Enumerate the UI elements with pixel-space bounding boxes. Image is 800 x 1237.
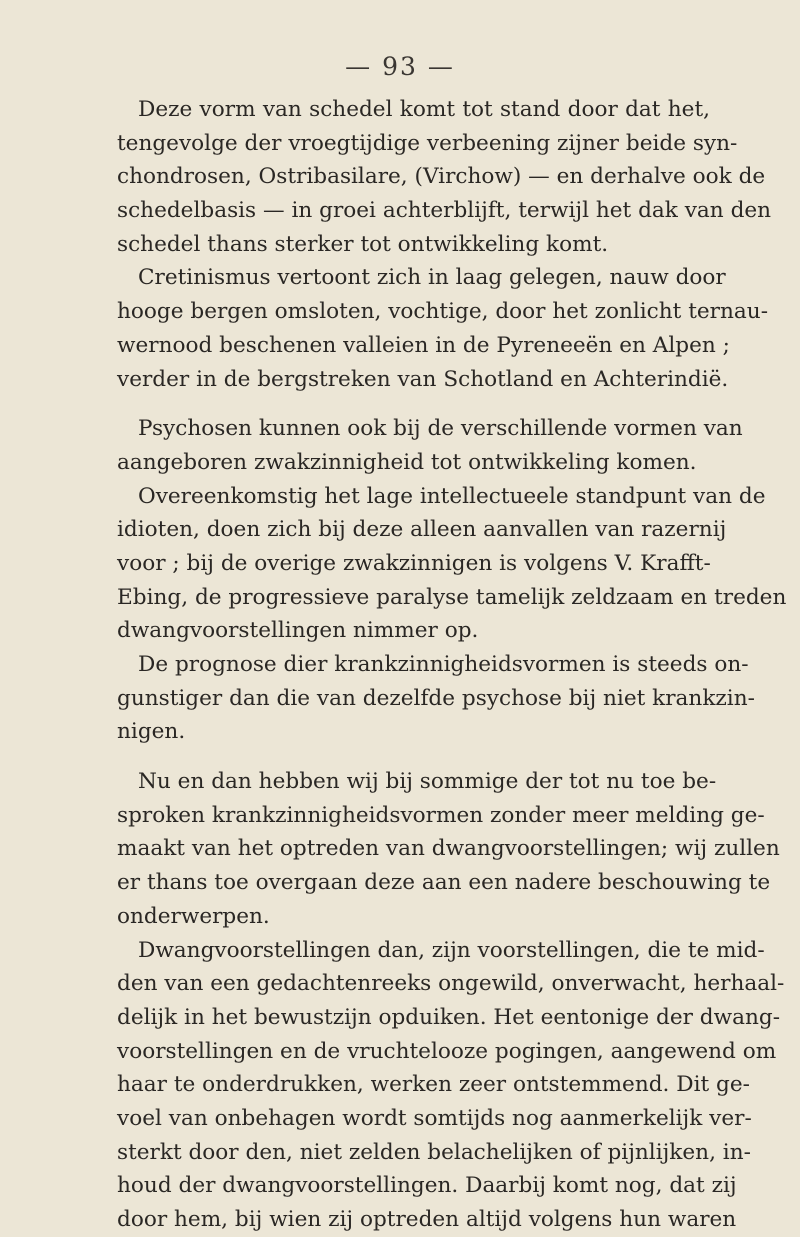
text-line: onderwerpen. (117, 903, 270, 929)
text-line: Ebing, de progressieve paralyse tamelijk zeldzaam en treden (117, 584, 787, 610)
text-line: er thans toe overgaan deze aan een nadere beschouwing te (117, 870, 771, 896)
text-line: hooge bergen omsloten, vochtige, door het zonlicht ternau- (117, 299, 768, 325)
text-line: maakt van het optreden van dwangvoorstellingen; wij zullen (117, 836, 780, 862)
text-line: Psychosen kunnen ook bij de verschillende vormen van (138, 416, 743, 442)
page-number: — 93 — (345, 52, 455, 81)
text-line: schedel thans sterker tot ontwikkeling komt. (117, 231, 609, 257)
text-line: chondrosen, Ostribasilare, (Virchow) — en derhalve ook de (117, 164, 766, 190)
text-line: tengevolge der vroegtijdige verbeening zijner beide syn- (117, 130, 738, 156)
text-line: sterkt door den, niet zelden belachelijken of pijnlijken, in- (117, 1139, 751, 1165)
text-line: voorstellingen en de vruchtelooze pogingen, aangewend om (117, 1038, 777, 1064)
text-line: door hem, bij wien zij optreden altijd volgens hun waren (117, 1207, 737, 1232)
text-line: voel van onbehagen wordt somtijds nog aanmerkelijk ver- (117, 1105, 752, 1131)
text-line: idioten, doen zich bij deze alleen aanvallen van razernij (117, 517, 727, 543)
text-line: aangeboren zwakzinnigheid tot ontwikkeling komen. (117, 449, 697, 475)
paragraph-gap (117, 749, 710, 765)
body-text (117, 93, 787, 1237)
text-line: schedelbasis — in groei achterblijft, terwijl het dak van den (117, 198, 772, 224)
text-line: Nu en dan hebben wij bij sommige der tot nu toe be- (138, 769, 717, 795)
text-line: nigen. (117, 719, 186, 745)
text-line: Cretinismus vertoont zich in laag gelegen, nauw door (138, 265, 726, 291)
text-line: gunstiger dan die van dezelfde psychose bij niet krankzin- (117, 685, 755, 711)
text-line: verder in de bergstreken van Schotland en Achterindië. (117, 366, 729, 392)
text-line: Overeenkomstig het lage intellectueele standpunt van de (138, 483, 766, 509)
text-line: voor ; bij de overige zwakzinnigen is volgens V. Krafft- (117, 550, 711, 576)
text-line: Deze vorm van schedel komt tot stand door dat het, (138, 97, 710, 122)
text-line: dwangvoorstellingen nimmer op. (117, 618, 479, 644)
text-line: De prognose dier krankzinnigheidsvormen is steeds on- (138, 652, 749, 677)
text-line: den van een gedachtenreeks ongewild, onverwacht, herhaal- (117, 971, 785, 997)
paragraph-gap (117, 396, 710, 412)
text-line: delijk in het bewustzijn opduiken. Het eentonige der dwang- (117, 1004, 780, 1030)
text-line: Dwangvoorstellingen dan, zijn voorstellingen, die te mid- (138, 937, 765, 963)
text-line: haar te onderdrukken, werken zeer ontstemmend. Dit ge- (117, 1072, 750, 1098)
text-line: sproken krankzinnigheidsvormen zonder meer melding ge- (117, 802, 765, 828)
text-line: houd der dwangvoorstellingen. Daarbij komt nog, dat zij (117, 1173, 737, 1199)
text-line: wernood beschenen valleien in de Pyreneeën en Alpen ; (117, 332, 730, 358)
